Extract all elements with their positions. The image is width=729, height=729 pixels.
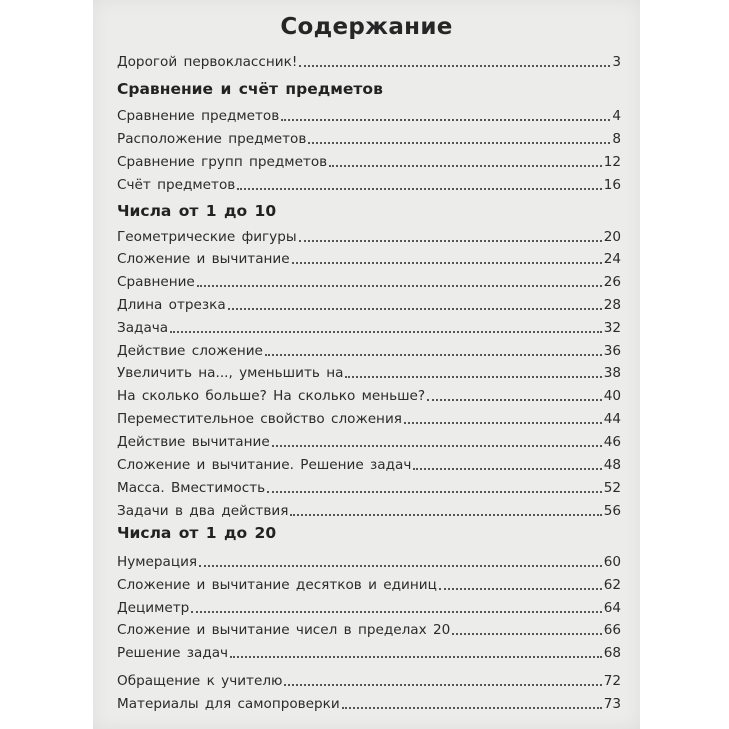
toc-entry-label: Масса. Вместимость bbox=[117, 480, 266, 496]
toc-entry-label: Дециметр bbox=[117, 600, 190, 616]
toc-entry-label: Сравнение bbox=[117, 274, 195, 290]
toc-entry-label: Сложение и вычитание десятков и единиц bbox=[117, 577, 437, 593]
toc-entry-label: Сложение и вычитание bbox=[117, 251, 290, 267]
toc-entry-page: 8 bbox=[612, 131, 621, 147]
toc-entry-page: 16 bbox=[603, 177, 621, 193]
toc-entry-label: На сколько больше? На сколько меньше? bbox=[117, 388, 426, 404]
toc-entry-page: 52 bbox=[603, 480, 621, 496]
toc-entry[interactable] bbox=[117, 595, 621, 617]
toc-entry-page: 66 bbox=[603, 622, 621, 638]
toc-entry-label: Длина отрезка bbox=[117, 297, 226, 313]
section-heading: Сравнение и счёт предметов bbox=[117, 80, 383, 98]
toc-entry-page: 3 bbox=[612, 54, 621, 70]
page-title: Содержание bbox=[280, 14, 453, 40]
toc-entry[interactable] bbox=[117, 246, 621, 268]
toc-entry-page: 4 bbox=[612, 108, 621, 124]
leader-dots bbox=[199, 565, 602, 567]
toc-entry-appendix[interactable] bbox=[117, 691, 621, 713]
toc-entry-label: Сравнение групп предметов bbox=[117, 154, 328, 170]
toc-entry-page: 32 bbox=[603, 320, 621, 336]
toc-entry-label: Действие сложение bbox=[117, 343, 263, 359]
leader-dots bbox=[228, 308, 602, 310]
toc-entry[interactable] bbox=[117, 475, 621, 497]
toc-entry-label: Задача bbox=[117, 320, 169, 336]
leader-dots bbox=[265, 354, 602, 356]
toc-entry-label: Решение задач bbox=[117, 645, 229, 661]
toc-entry-label: Увеличить на..., уменьшить на bbox=[117, 365, 344, 381]
toc-entry[interactable] bbox=[117, 360, 621, 382]
toc-entry-label: Расположение предметов bbox=[117, 131, 307, 147]
toc-entry[interactable] bbox=[117, 269, 621, 291]
leader-dots bbox=[439, 588, 602, 590]
leader-dots bbox=[191, 611, 601, 613]
toc-entry-label: Дорогой первоклассник! bbox=[117, 54, 298, 70]
leader-dots bbox=[272, 445, 602, 447]
toc-entry-label: Действие вычитание bbox=[117, 434, 270, 450]
toc-entry[interactable] bbox=[117, 126, 621, 148]
toc-entry[interactable] bbox=[117, 617, 621, 639]
toc-entry-page: 20 bbox=[603, 229, 621, 245]
section-heading: Числа от 1 до 10 bbox=[117, 202, 277, 220]
leader-dots bbox=[345, 376, 601, 378]
toc-entry[interactable] bbox=[117, 315, 621, 337]
leader-dots bbox=[281, 119, 610, 121]
toc-entry-page: 46 bbox=[603, 434, 621, 450]
toc-entry-label: Счёт предметов bbox=[117, 177, 236, 193]
toc-entry-page: 68 bbox=[603, 645, 621, 661]
toc-entry[interactable] bbox=[117, 498, 621, 520]
leader-dots bbox=[292, 262, 602, 264]
leader-dots bbox=[284, 684, 601, 686]
leader-dots bbox=[404, 422, 602, 424]
toc-entry-page: 60 bbox=[603, 554, 621, 570]
toc-entry-page: 38 bbox=[603, 365, 621, 381]
leader-dots bbox=[452, 633, 601, 635]
toc-entry-page: 56 bbox=[603, 503, 621, 519]
toc-entry-label: Обращение к учителю bbox=[117, 673, 283, 689]
leader-dots bbox=[290, 514, 601, 516]
toc-entry-label: Нумерация bbox=[117, 554, 198, 570]
toc-entry[interactable] bbox=[117, 452, 621, 474]
toc-entry[interactable] bbox=[117, 149, 621, 171]
toc-entry-page: 48 bbox=[603, 457, 621, 473]
toc-entry-label: Сложение и вычитание. Решение задач bbox=[117, 457, 412, 473]
toc-entry[interactable] bbox=[117, 224, 621, 246]
toc-entry-page: 24 bbox=[603, 251, 621, 267]
leader-dots bbox=[308, 142, 610, 144]
toc-entry-intro[interactable] bbox=[117, 49, 621, 71]
toc-entry-page: 73 bbox=[603, 696, 621, 712]
toc-entry[interactable] bbox=[117, 103, 621, 125]
toc-entry-label: Сложение и вычитание чисел в пределах 20 bbox=[117, 622, 451, 638]
toc-entry[interactable] bbox=[117, 292, 621, 314]
toc-entry[interactable] bbox=[117, 338, 621, 360]
leader-dots bbox=[299, 240, 602, 242]
book-page bbox=[93, 0, 640, 729]
toc-entry-label: Геометрические фигуры bbox=[117, 229, 297, 245]
toc-entry[interactable] bbox=[117, 572, 621, 594]
toc-entry-page: 72 bbox=[603, 673, 621, 689]
toc-entry[interactable] bbox=[117, 172, 621, 194]
leader-dots bbox=[170, 331, 602, 333]
leader-dots bbox=[413, 468, 601, 470]
toc-entry-page: 62 bbox=[603, 577, 621, 593]
leader-dots bbox=[267, 491, 602, 493]
leader-dots bbox=[237, 188, 601, 190]
toc-entry-page: 12 bbox=[603, 154, 621, 170]
toc-entry[interactable] bbox=[117, 383, 621, 405]
leader-dots bbox=[299, 65, 610, 67]
toc-entry-page: 26 bbox=[603, 274, 621, 290]
section-heading: Числа от 1 до 20 bbox=[117, 524, 277, 542]
toc-entry[interactable] bbox=[117, 406, 621, 428]
leader-dots bbox=[342, 707, 602, 709]
toc-entry-label: Задачи в два действия bbox=[117, 503, 289, 519]
toc-entry-label: Материалы для самопроверки bbox=[117, 696, 340, 712]
toc-entry-page: 64 bbox=[603, 600, 621, 616]
toc-entry-page: 40 bbox=[603, 388, 621, 404]
leader-dots bbox=[230, 656, 602, 658]
toc-entry[interactable] bbox=[117, 640, 621, 662]
toc-entry-label: Сравнение предметов bbox=[117, 108, 280, 124]
toc-entry[interactable] bbox=[117, 549, 621, 571]
leader-dots bbox=[329, 165, 602, 167]
toc-entry-page: 36 bbox=[603, 343, 621, 359]
leader-dots bbox=[427, 399, 602, 401]
toc-entry-page: 44 bbox=[603, 411, 621, 427]
leader-dots bbox=[197, 285, 602, 287]
toc-entry[interactable] bbox=[117, 429, 621, 451]
toc-entry-label: Переместительное свойство сложения bbox=[117, 411, 402, 427]
toc-entry-appendix[interactable] bbox=[117, 668, 621, 690]
toc-entry-page: 28 bbox=[603, 297, 621, 313]
